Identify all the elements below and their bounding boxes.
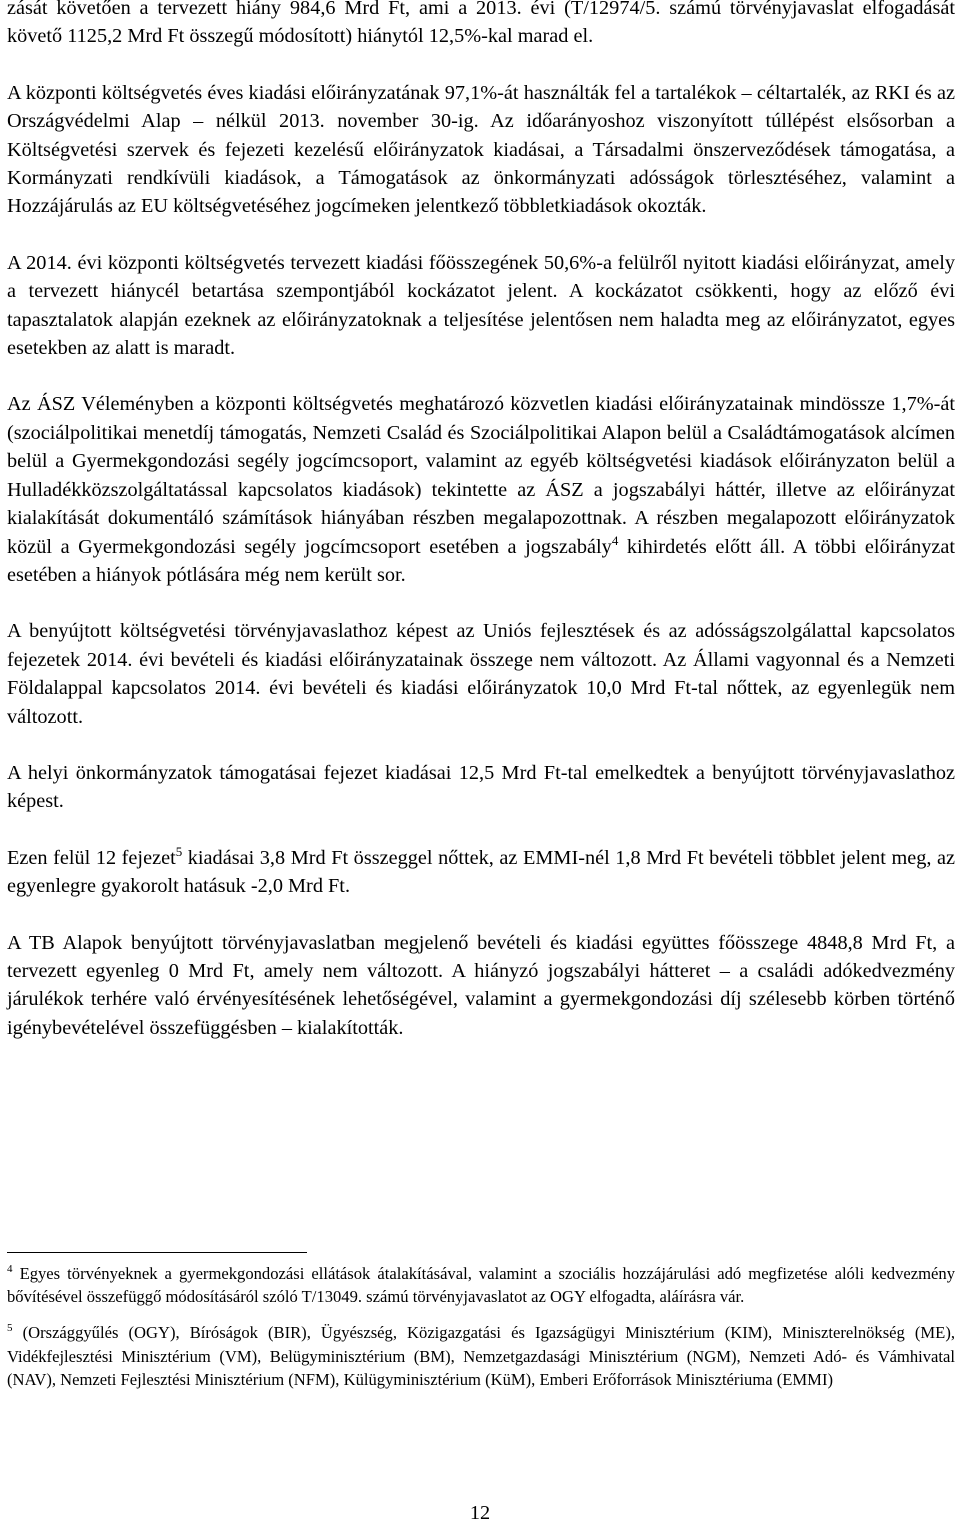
body-text <box>7 0 955 1042</box>
paragraph-text: kihirdetés előtt áll. A többi előirányzat esetében a hiányok pótlására még nem került sor. <box>7 535 955 586</box>
paragraph-text: Ezen felül 12 fejezet <box>7 846 176 869</box>
paragraph-text: A központi költségvetés éves kiadási előirányzatának 97,1%-át használták fel a tartalékok – céltartalék, az RKI és az Országvédelmi Alap – nélkül 2013. november 30-ig. Az időarányoshoz viszonyított túllépést elsősorban a Költségvetési szervek és fejezeti kezelésű előirányzatok kiadásai, a Társadalmi önszerveződések támogatása, a Kormányzati rendkívüli kiadások, a Támogatások az önkormányzati adósságok törlesztéséhez, valamint a Hozzájárulás az EU költségvetéséhez jogcímeken jelentkező többletkiadások okozták. <box>7 81 955 218</box>
page-number: 12 <box>469 1502 491 1524</box>
document-page <box>7 0 955 1070</box>
paragraph-text: A helyi önkormányzatok támogatásai fejezet kiadásai 12,5 Mrd Ft-tal emelkedtek a benyújtott törvényjavaslathoz képest. <box>7 761 955 813</box>
paragraph-expenditure-usage <box>7 79 955 221</box>
footnotes <box>7 1262 955 1404</box>
paragraph-text: zását követően a tervezett hiány 984,6 Mrd Ft, ami a 2013. évi (T/12974/5. számú törvényjavaslat elfogadását követő 1125,2 Mrd Ft összegű módosított) hiánytól 12,5%-kal marad el. <box>7 0 955 48</box>
footnote-separator <box>7 1252 307 1253</box>
paragraph-text: A benyújtott költségvetési törvényjavaslathoz képest az Uniós fejlesztések és az adósságszolgálattal kapcsolatos fejezetek 2014. évi bevételi és kiadási előirányzatainak összege nem változott. Az Állami vagyonnal és a Nemzeti Földalappal kapcsolatos 2014. évi bevételi és kiadási előirányzatok 10,0 Mrd Ft-tal nőttek, az egyenlegük nem változott. <box>7 620 955 728</box>
paragraph-tb-funds <box>7 929 955 1043</box>
paragraph-text: Az ÁSZ Véleményben a központi költségvetés meghatározó közvetlen kiadási előirányzatainak mindössze 1,7%-át (szociálpolitikai menetdíj támogatás, Nemzeti Család és Szociálpolitikai Alapon belül a Családtámogatások alcímen belül a Gyermekgondozási segély jogcímcsoport, valamint az egyéb költségvetési kiadások előirányzaton belül a Hulladékközszolgáltatással kapcsolatos kiadások) tekintette az ÁSZ a jogszabályi háttér, illetve az előirányzat kialakítását dokumentáló számítások hiányában részben megalapozottnak. A részben megalapozott előirányzatok közül a Gyermekgondozási segély jogcímcsoport esetében a jogszabály <box>7 393 955 558</box>
footnote-text: (Országgyűlés (OGY), Bíróságok (BIR), Ügyészség, Közigazgatási és Igazságügyi Minisztérium (KIM), Miniszterelnökség (ME), Vidékfejlesztési Minisztérium (VM), Belügyminisztérium (BM), Nemzetgazdasági Minisztérium (NGM), Nemzeti Adó- és Vámhivatal (NAV), Nemzeti Fejlesztési Minisztérium (NFM), Külügyminisztérium (KüM), Emberi Erőforrások Minisztériuma (EMMI) <box>7 1323 955 1389</box>
footnote-number: 4 <box>7 1263 13 1275</box>
footnote-text: Egyes törvényeknek a gyermekgondozási ellátások átalakításával, valamint a szociális hozzájárulási adó megfizetése alóli kedvezmény bővítésével összefüggő módosításáról szóló T/13049. számú törvényjavaslatot az OGY elfogadta, aláírásra vár. <box>7 1264 955 1307</box>
paragraph-open-ended-appropriations <box>7 249 955 363</box>
footnote-reference-4: 4 <box>611 532 619 548</box>
footnote-4 <box>7 1262 955 1308</box>
paragraph-deficit-summary <box>7 0 955 51</box>
footnote-5 <box>7 1321 955 1391</box>
paragraph-text: kiadásai 3,8 Mrd Ft összeggel nőttek, az EMMI-nél 1,8 Mrd Ft bevételi többlet jelent meg, az egyenlegre gyakorolt hatásuk -2,0 Mrd Ft. <box>7 846 956 898</box>
footnote-number: 5 <box>7 1322 13 1335</box>
paragraph-asz-opinion <box>7 390 955 589</box>
footnote-reference-5: 5 <box>175 843 183 859</box>
paragraph-local-government <box>7 759 955 816</box>
paragraph-chapters <box>7 844 955 901</box>
paragraph-text: A TB Alapok benyújtott törvényjavaslatban megjelenő bevételi és kiadási együttes főösszege 4848,8 Mrd Ft, a tervezett egyenleg 0 Mrd Ft, amely nem változott. A hiányzó jogszabályi hátteret – a családi adókedvezmény járulékok terhére való érvényesítésének lehetőségével, valamint a gyermekgondozási díj szélesebb körben történő igénybevételével összefüggésben – kialakították. <box>7 931 955 1039</box>
paragraph-text: A 2014. évi központi költségvetés tervezett kiadási főösszegének 50,6%-a felülről nyitott kiadási előirányzat, amely a tervezett hiánycél betartása szempontjából kockázatot jelent. A kockázatot csökkenti, hogy az előző évi tapasztalatok alapján ezeknek az előirányzatoknak a teljesítése jelentősen nem haladta meg az előirányzatot, egyes esetekben az alatt is maradt. <box>7 251 955 360</box>
paragraph-eu-development <box>7 617 955 731</box>
